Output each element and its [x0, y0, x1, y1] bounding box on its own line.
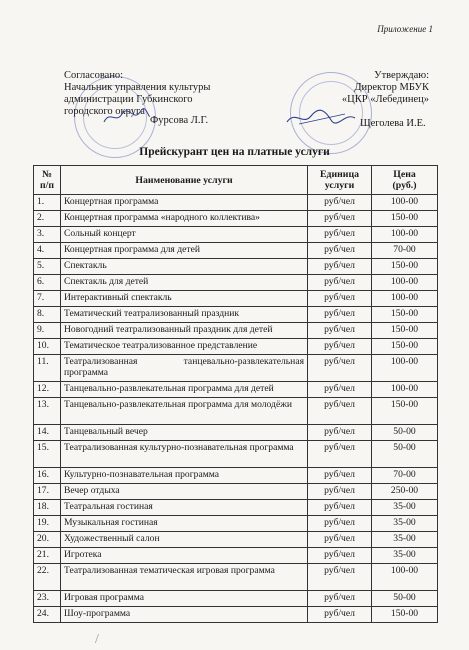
row-price: 100-00 — [372, 355, 438, 382]
row-number: 20. — [34, 532, 61, 548]
approval-right-org: «ЦКР «Лебединец» — [341, 94, 429, 105]
row-unit: руб/чел — [308, 425, 372, 441]
table-row — [34, 382, 438, 398]
row-service-name: Музыкальная гостиная — [61, 516, 308, 532]
row-service-name: Игровая программа — [61, 591, 308, 607]
row-service-name: Сольный концерт — [61, 227, 308, 243]
row-number: 18. — [34, 500, 61, 516]
row-unit: руб/чел — [308, 211, 372, 227]
row-price: 250-00 — [372, 484, 438, 500]
table-row — [34, 339, 438, 355]
row-unit: руб/чел — [308, 500, 372, 516]
row-price: 100-00 — [372, 195, 438, 211]
header-service-name: Наименование услуги — [61, 166, 308, 195]
header-unit — [308, 166, 372, 195]
row-price: 70-00 — [372, 243, 438, 259]
table-row — [34, 500, 438, 516]
row-service-name: Спектакль для детей — [61, 275, 308, 291]
header-price-line2: (руб.) — [392, 180, 417, 191]
row-number: 1. — [34, 195, 61, 211]
row-service-name: Новогодний театрализованный праздник для детей — [61, 323, 308, 339]
row-price: 150-00 — [372, 323, 438, 339]
row-service-name: Танцевально-развлекательная программа для детей — [61, 382, 308, 398]
header-number-line1: № — [42, 169, 52, 180]
table-row — [34, 291, 438, 307]
approval-left-position: Начальник управления культуры — [64, 82, 211, 93]
row-unit: руб/чел — [308, 532, 372, 548]
approval-left-heading: Согласовано: — [64, 70, 124, 81]
row-unit: руб/чел — [308, 484, 372, 500]
row-service-name: Тематический театрализованный праздник — [61, 307, 308, 323]
row-number: 2. — [34, 211, 61, 227]
table-row — [34, 484, 438, 500]
approval-right-heading: Утверждаю: — [374, 70, 429, 81]
row-number: 8. — [34, 307, 61, 323]
row-unit: руб/чел — [308, 227, 372, 243]
row-price: 150-00 — [372, 307, 438, 323]
row-unit: руб/чел — [308, 355, 372, 382]
row-price: 50-00 — [372, 441, 438, 468]
row-unit: руб/чел — [308, 516, 372, 532]
row-unit: руб/чел — [308, 195, 372, 211]
row-number: 15. — [34, 441, 61, 468]
document-title: Прейскурант цен на платные услуги — [139, 146, 330, 158]
table-row — [34, 307, 438, 323]
table-row — [34, 227, 438, 243]
table-row — [34, 275, 438, 291]
handwritten-signature-right — [285, 106, 357, 128]
row-unit: руб/чел — [308, 259, 372, 275]
price-table — [33, 165, 438, 623]
row-price: 150-00 — [372, 398, 438, 425]
row-service-name: Концертная программа — [61, 195, 308, 211]
header-price-line1: Цена — [393, 169, 416, 180]
row-number: 4. — [34, 243, 61, 259]
row-price: 100-00 — [372, 291, 438, 307]
approval-left-signer: Фурсова Л.Г. — [150, 115, 209, 126]
table-row — [34, 468, 438, 484]
header-unit-line2: услуги — [324, 180, 355, 191]
row-number: 17. — [34, 484, 61, 500]
header-price — [372, 166, 438, 195]
row-price: 100-00 — [372, 564, 438, 591]
row-price: 35-00 — [372, 500, 438, 516]
approval-right-position: Директор МБУК — [354, 82, 429, 93]
row-number: 21. — [34, 548, 61, 564]
row-number: 23. — [34, 591, 61, 607]
row-number: 22. — [34, 564, 61, 591]
table-row — [34, 591, 438, 607]
row-service-name: Игротека — [61, 548, 308, 564]
row-number: 12. — [34, 382, 61, 398]
approval-left-district: городского округа — [64, 106, 145, 117]
approval-right-block — [342, 70, 429, 106]
table-row — [34, 195, 438, 211]
row-price: 100-00 — [372, 227, 438, 243]
row-price: 50-00 — [372, 591, 438, 607]
row-number: 9. — [34, 323, 61, 339]
row-number: 11. — [34, 355, 61, 382]
table-row — [34, 259, 438, 275]
row-unit: руб/чел — [308, 307, 372, 323]
header-unit-line1: Единица — [320, 169, 359, 180]
row-service-name: Тематическое театрализованное представление — [61, 339, 308, 355]
table-row — [34, 441, 438, 468]
table-row — [34, 398, 438, 425]
row-service-name: Театральная гостиная — [61, 500, 308, 516]
row-unit: руб/чел — [308, 291, 372, 307]
row-unit: руб/чел — [308, 339, 372, 355]
row-number: 3. — [34, 227, 61, 243]
row-price: 50-00 — [372, 425, 438, 441]
row-price: 35-00 — [372, 548, 438, 564]
row-service-name: Интерактивный спектакль — [61, 291, 308, 307]
row-number: 10. — [34, 339, 61, 355]
row-number: 24. — [34, 607, 61, 623]
row-unit: руб/чел — [308, 382, 372, 398]
table-row — [34, 548, 438, 564]
table-header-row — [34, 166, 438, 195]
row-number: 6. — [34, 275, 61, 291]
row-service-name: Театрализованная культурно-познавательная программа — [61, 441, 308, 468]
row-service-name: Концертная программа для детей — [61, 243, 308, 259]
table-row — [34, 516, 438, 532]
appendix-label: Приложение 1 — [377, 24, 433, 34]
approval-right-signer: Щеголева И.Е. — [360, 118, 426, 129]
row-service-name: Культурно-познавательная программа — [61, 468, 308, 484]
row-service-name: Танцевально-развлекательная программа для молодёжи — [61, 398, 308, 425]
row-price: 150-00 — [372, 211, 438, 227]
row-price: 150-00 — [372, 607, 438, 623]
row-service-name: Театрализованная танцевально-развлекательная программа — [61, 355, 308, 382]
table-row — [34, 211, 438, 227]
row-service-name: Шоу-программа — [61, 607, 308, 623]
row-service-name: Танцевальный вечер — [61, 425, 308, 441]
row-number: 19. — [34, 516, 61, 532]
table-row — [34, 323, 438, 339]
row-unit: руб/чел — [308, 591, 372, 607]
pen-mark: / — [95, 632, 99, 647]
row-price: 35-00 — [372, 532, 438, 548]
table-row — [34, 243, 438, 259]
row-price: 100-00 — [372, 382, 438, 398]
table-row — [34, 607, 438, 623]
table-row — [34, 355, 438, 382]
table-row — [34, 532, 438, 548]
row-price: 150-00 — [372, 259, 438, 275]
row-unit: руб/чел — [308, 275, 372, 291]
row-unit: руб/чел — [308, 468, 372, 484]
table-row — [34, 425, 438, 441]
row-price: 35-00 — [372, 516, 438, 532]
handwritten-signature-left — [102, 108, 152, 126]
row-service-name: Спектакль — [61, 259, 308, 275]
row-number: 7. — [34, 291, 61, 307]
header-number-line2: п/п — [39, 180, 54, 191]
row-number: 14. — [34, 425, 61, 441]
row-price: 150-00 — [372, 339, 438, 355]
row-unit: руб/чел — [308, 607, 372, 623]
row-unit: руб/чел — [308, 548, 372, 564]
row-service-name: Художественный салон — [61, 532, 308, 548]
row-unit: руб/чел — [308, 441, 372, 468]
row-price: 70-00 — [372, 468, 438, 484]
row-unit: руб/чел — [308, 323, 372, 339]
header-number — [34, 166, 61, 195]
row-service-name: Театрализованная тематическая игровая программа — [61, 564, 308, 591]
row-number: 13. — [34, 398, 61, 425]
row-service-name: Концертная программа «народного коллектива» — [61, 211, 308, 227]
row-service-name: Вечер отдыха — [61, 484, 308, 500]
row-price: 100-00 — [372, 275, 438, 291]
row-unit: руб/чел — [308, 564, 372, 591]
row-unit: руб/чел — [308, 398, 372, 425]
table-row — [34, 564, 438, 591]
approval-left-org: администрации Губкинского — [64, 94, 193, 105]
row-number: 5. — [34, 259, 61, 275]
row-unit: руб/чел — [308, 243, 372, 259]
row-number: 16. — [34, 468, 61, 484]
